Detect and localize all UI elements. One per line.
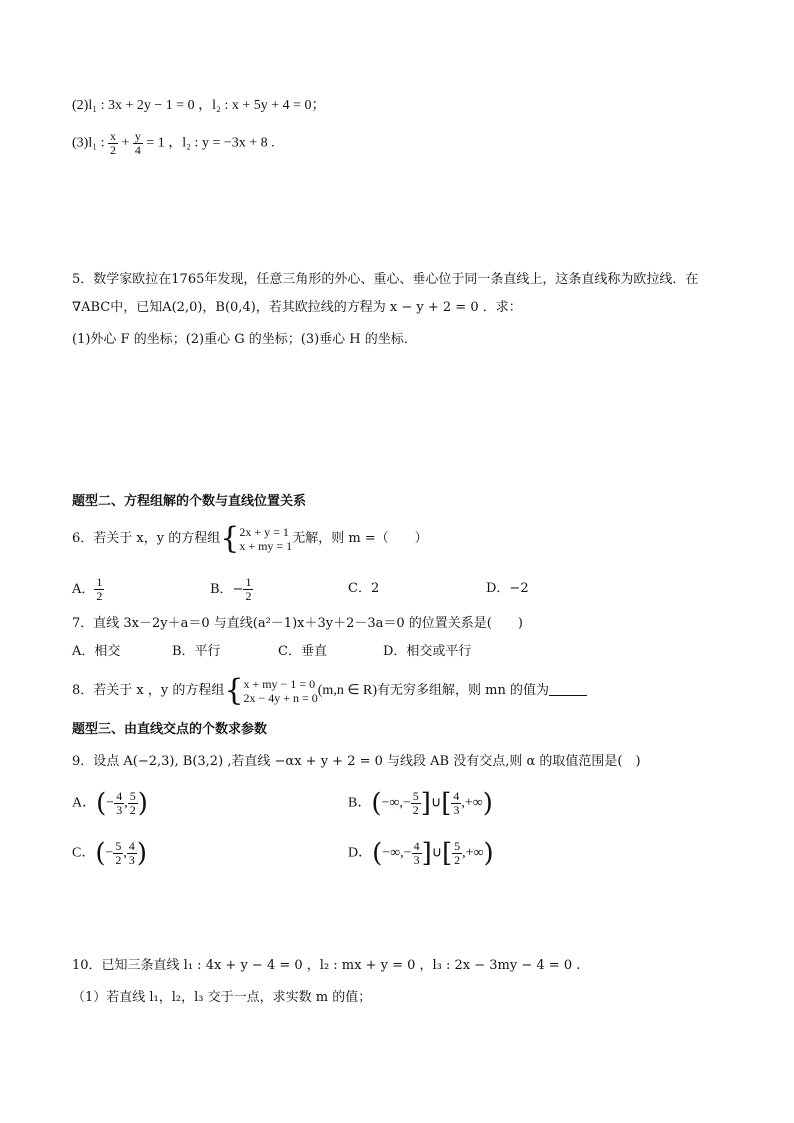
q10-line2: （1）若直线 l₁，l₂，l₃ 交于一点，求实数 m 的值； bbox=[72, 990, 372, 1005]
section-title: 题型二、方程组解的个数与直线位置关系 bbox=[72, 494, 307, 509]
section-title: 题型三、由直线交点的个数求参数 bbox=[72, 722, 268, 737]
brace-icon: { bbox=[220, 520, 240, 556]
answer-blank[interactable] bbox=[549, 681, 587, 696]
equation-system: 2x + y = 1 x + my = 1 bbox=[239, 524, 293, 553]
q9-option-a[interactable]: A．(− $\frac{4}{3}$ , $\frac{5}{2}$ ) bbox=[72, 788, 148, 819]
q6-option-d[interactable]: D．−2 bbox=[486, 581, 529, 596]
q7-stem: 7．直线 3x－2y＋a＝0 与直线(a²－1)x＋3y＋2－3a＝0 的位置关系是( ) bbox=[72, 616, 523, 631]
q4-part3: (3)l₁ : $\frac{x}{2}$ + $\frac{y}{4}$ = 1 ，l₂ : y = −3x + 8 . bbox=[72, 129, 275, 157]
q5-line1: 5．数学家欧拉在1765年发现，任意三角形的外心、重心、垂心位于同一条直线上，这条直线称为欧拉线．在 bbox=[72, 272, 699, 287]
q4-part3-suffix: = 1 ，l₂ : y = −3x + 8 . bbox=[146, 135, 275, 151]
q6-option-c[interactable]: C．2 bbox=[348, 581, 380, 596]
q6-option-a[interactable]: A． $\frac{1}{2}$ bbox=[72, 575, 103, 603]
q9-stem: 9．设点 A(−2,3), B(3,2) ,若直线 −αx + y + 2 = 0 与线段 AB 没有交点,则 α 的取值范围是( ) bbox=[72, 754, 641, 769]
q9-option-c[interactable]: C．(− $\frac{5}{2}$ , $\frac{4}{3}$ ) bbox=[72, 838, 148, 869]
equation-system: x + my − 1 = 0 2x − 4y + n = 0 bbox=[243, 676, 318, 705]
q7-option-c[interactable]: C．垂直 bbox=[278, 644, 327, 659]
fraction: $\frac{x}{2}$ bbox=[109, 129, 116, 157]
q4-part2: (2)l₁ : 3x + 2y − 1 = 0 ，l₂ : x + 5y + 4 = 0； bbox=[72, 98, 326, 113]
q7-option-a[interactable]: A．相交 bbox=[72, 644, 121, 659]
brace-icon: { bbox=[224, 672, 244, 708]
q5-line2: ∇ABC中，已知A(2,0)，B(0,4)，若其欧拉线的方程为 x − y + 2 = 0 ．求： bbox=[72, 300, 522, 315]
q9-option-b[interactable]: B．(−∞,− $\frac{5}{2}$ ]∪[ $\frac{4}{3}$ ,+∞) bbox=[348, 788, 493, 819]
q10-line1: 10．已知三条直线 l₁ : 4x + y − 4 = 0 ，l₂ : mx + y = 0 ，l₃ : 2x − 3my − 4 = 0 . bbox=[72, 958, 581, 973]
q6-option-b[interactable]: B．− $\frac{1}{2}$ bbox=[210, 575, 252, 603]
q9-option-d[interactable]: D．(−∞,− $\frac{4}{3}$ ]∪[ $\frac{5}{2}$ ,+∞) bbox=[348, 838, 494, 869]
q7-option-b[interactable]: B．平行 bbox=[172, 644, 221, 659]
q7-option-d[interactable]: D．相交或平行 bbox=[383, 644, 472, 659]
q5-line3: (1)外心 F 的坐标；(2)重心 G 的坐标；(3)垂心 H 的坐标． bbox=[72, 332, 417, 347]
q6-stem: 6．若关于 x，y 的方程组{ 2x + y = 1 x + my = 1 无解，则 m =（ ） bbox=[72, 520, 428, 556]
q8-stem: 8．若关于 x ，y 的方程组{ x + my − 1 = 0 2x − 4y + n = 0 (m,n ∈ R)有无穷多组解，则 mn 的值为 bbox=[72, 674, 587, 708]
q4-part3-prefix: (3)l₁ : bbox=[72, 135, 108, 151]
fraction: $\frac{y}{4}$ bbox=[134, 129, 141, 157]
